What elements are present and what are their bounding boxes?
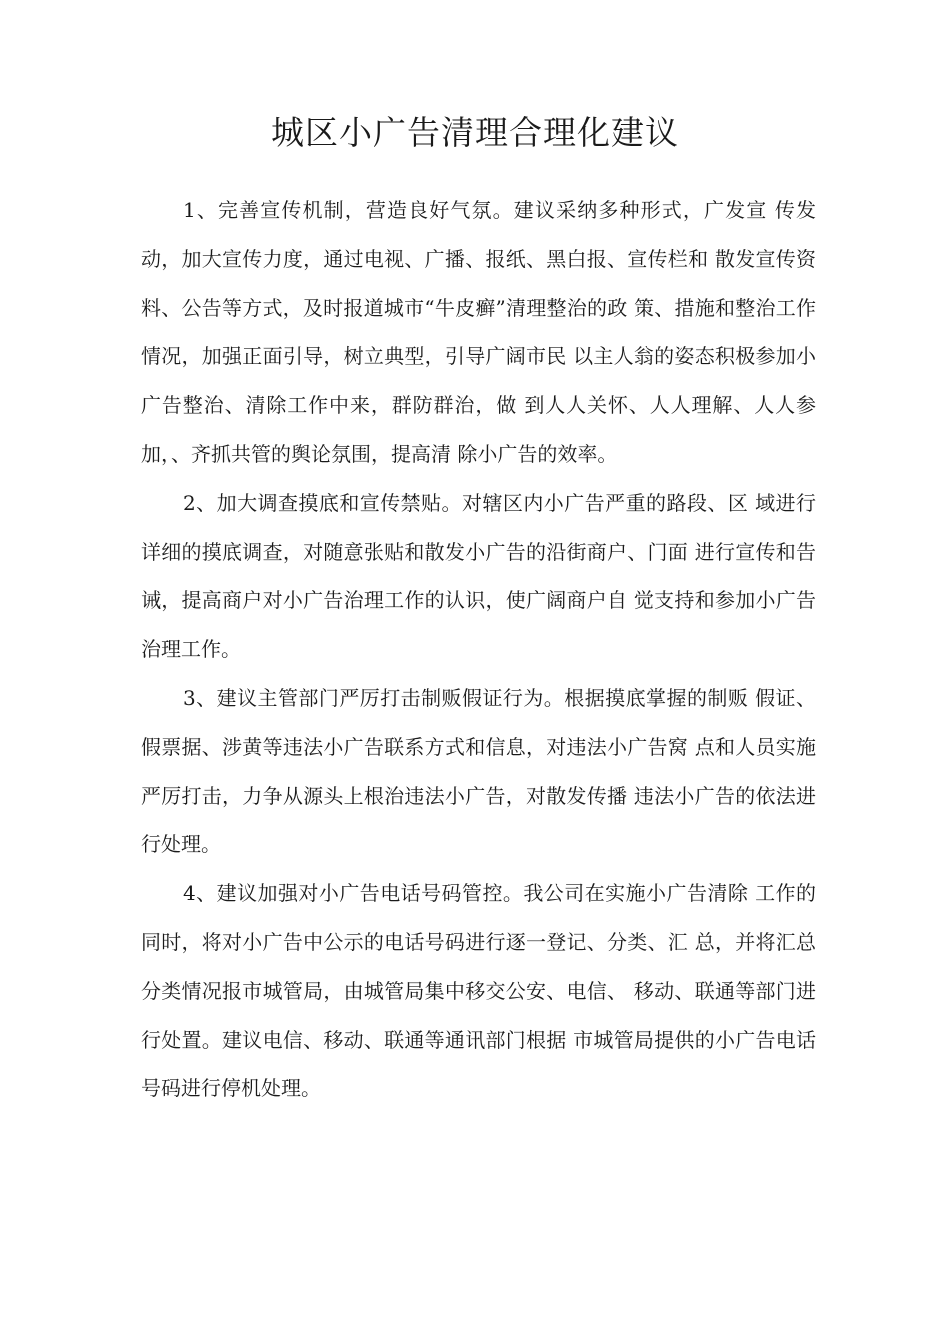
paragraph-2: 2、加大调查摸底和宣传禁贴。对辖区内小广告严重的路段、区 域进行详细的摸底调查，对随意张贴和散发小广告的沿街商户、门面 进行宣传和告诫，提高商户对小广告治理工作的认识，使广阔商户自 觉支持和参加小广告治理工作。	[141, 490, 816, 662]
document-body	[141, 186, 816, 1113]
paragraph-3: 3、建议主管部门严厉打击制贩假证行为。根据摸底掌握的制贩 假证、假票据、涉黄等违法小广告联系方式和信息，对违法小广告窝 点和人员实施严厉打击，力争从源头上根治违法小广告，对散发传播 违法小广告的依法进行处理。	[141, 685, 816, 857]
paragraph-1: 1、完善宣传机制，营造良好气氛。建议采纳多种形式，广发宣 传发动，加大宣传力度，通过电视、广播、报纸、黑白报、宣传栏和 散发宣传资料、公告等方式，及时报道城市“牛皮癣”清理整治的政 策、措施和整治工作情况，加强正面引导，树立典型，引导广阔市民 以主人翁的姿态积极参加小广告整治、清除工作中来，群防群治，做 到人人关怀、人人理解、人人参加，、齐抓共管的舆论氛围，提高清 除小广告的效率。	[141, 198, 816, 466]
paragraph-4: 4、建议加强对小广告电话号码管控。我公司在实施小广告清除 工作的同时，将对小广告中公示的电话号码进行逐一登记、分类、汇 总，并将汇总分类情况报市城管局，由城管局集中移交公安、电信、 移动、联通等部门进行处置。建议电信、移动、联通等通讯部门根据 市城管局提供的小广告电话号码进行停机处理。	[141, 881, 816, 1101]
document-title: 城区小广告清理合理化建议	[271, 113, 679, 152]
